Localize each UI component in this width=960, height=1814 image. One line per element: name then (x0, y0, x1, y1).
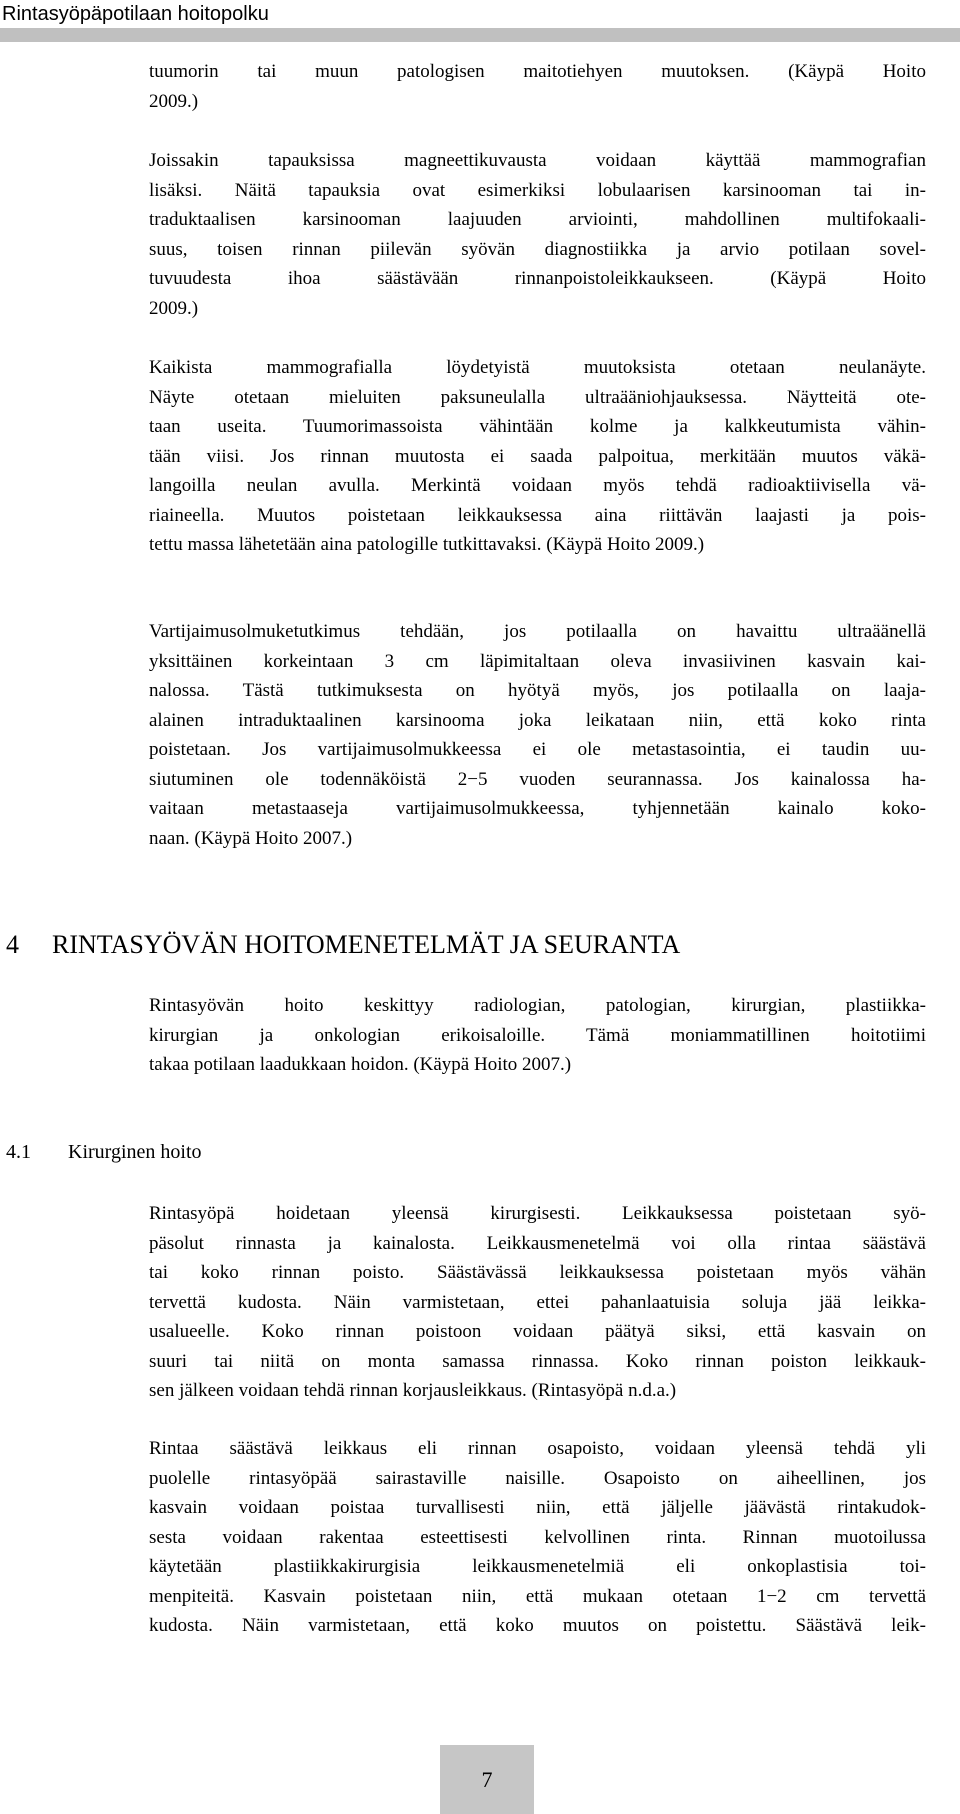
text-line: suus, toisen rinnan piilevän syövän diagnostiikka ja arvio potilaan sovel- (149, 238, 926, 260)
text-line: usalueelle. Koko rinnan poistoon voidaan päätyä siksi, että kasvain on (149, 1321, 926, 1342)
chapter-number: 4 (6, 930, 19, 959)
paragraph (149, 991, 926, 1080)
text-line: Joissakin tapauksissa magneettikuvausta voidaan käyttää mammografian (149, 150, 926, 171)
text-line: kudosta. Näin varmistetaan, että koko muutos on poistettu. Säästävä leik- (149, 1615, 926, 1636)
text-line: nalossa. Tästä tutkimuksesta on hyötyä myös, jos potilaalla on laaja- (149, 680, 926, 701)
text-line: suuri tai niitä on monta samassa rinnassa. Koko rinnan poiston leikkauk- (149, 1350, 926, 1372)
text-line: tuumorin tai muun patologisen maitotiehyen muutoksen. (Käypä Hoito (149, 61, 926, 82)
text-line: taan useita. Tuumorimassoista vähintään kolme ja kalkkeutumista vähin- (149, 416, 926, 437)
text-line: vaitaan metastaaseja vartijaimusolmukkeessa, tyhjennetään kainalo koko- (149, 798, 926, 819)
text-line: 2009.) (149, 90, 199, 112)
text-line: Kaikista mammografialla löydetyistä muutoksista otetaan neulanäyte. (149, 357, 926, 378)
text-line: lisäksi. Näitä tapauksia ovat esimerkiksi lobulaarisen karsinooman tai in- (149, 179, 926, 201)
text-line: takaa potilaan laadukkaan hoidon. (Käypä Hoito 2007.) (149, 1054, 572, 1075)
text-line: kasvain voidaan poistaa turvallisesti niin, että jäljelle jäävästä rintakudok- (149, 1497, 926, 1518)
text-line: poistetaan. Jos vartijaimusolmukkeessa ei ole metastasointia, ei taudin uu- (149, 739, 926, 760)
text-line: tai koko rinnan poisto. Säästävässä leikkauksessa poistetaan myös vähän (149, 1262, 926, 1283)
paragraph (149, 353, 926, 560)
paragraph (149, 146, 926, 323)
header-rule (0, 28, 960, 42)
text-line: puolelle rintasyöpää sairastaville naisille. Osapoisto on aiheellinen, jos (149, 1467, 926, 1489)
text-line: 2009.) (149, 297, 199, 319)
text-line: päsolut rinnasta ja kainalosta. Leikkausmenetelmä voi olla rintaa säästävä (149, 1232, 926, 1254)
paragraph (149, 1434, 926, 1641)
text-line: siutuminen ole todennäköistä 2−5 vuoden seurannassa. Jos kainalossa ha- (149, 768, 926, 790)
page-number-box (440, 1745, 534, 1814)
text-line: tään viisi. Jos rinnan muutosta ei saada palpoitua, merkitään muutos väkä- (149, 445, 926, 467)
chapter-heading (6, 928, 680, 962)
text-line: Rintaa säästävä leikkaus eli rinnan osapoisto, voidaan yleensä tehdä yli (149, 1438, 926, 1459)
text-line: riaineella. Muutos poistetaan leikkauksessa aina riittävän laajasti ja pois- (149, 504, 926, 526)
running-header (0, 0, 960, 30)
text-line: Näyte otetaan mieluiten paksuneulalla ultraääniohjauksessa. Näytteitä ote- (149, 386, 926, 408)
paragraph (149, 1199, 926, 1406)
section-number: 4.1 (6, 1141, 31, 1163)
text-line: yksittäinen korkeintaan 3 cm läpimitaltaan oleva invasiivinen kasvain kai- (149, 650, 926, 672)
text-line: naan. (Käypä Hoito 2007.) (149, 827, 353, 849)
text-line: sesta voidaan rakentaa esteettisesti kelvollinen rinta. Rinnan muotoilussa (149, 1526, 926, 1548)
text-line: tervettä kudosta. Näin varmistetaan, ettei pahanlaatuisia soluja jää leikka- (149, 1291, 926, 1313)
text-line: tuvuudesta ihoa säästävään rinnanpoistoleikkaukseen. (Käypä Hoito (149, 268, 926, 289)
text-line: kirurgian ja onkologian erikoisaloille. Tämä moniammatillinen hoitotiimi (149, 1024, 926, 1046)
text-line: traduktaalisen karsinooman laajuuden arviointi, mahdollinen multifokaali- (149, 209, 926, 230)
section-title: Kirurginen hoito (68, 1141, 202, 1163)
paragraph (149, 617, 926, 853)
text-line: Rintasyövän hoito keskittyy radiologian, patologian, kirurgian, plastiikka- (149, 995, 926, 1016)
chapter-title: RINTASYÖVÄN HOITOMENETELMÄT JA SEURANTA (52, 930, 681, 959)
text-line: sen jälkeen voidaan tehdä rinnan korjausleikkaus. (Rintasyöpä n.d.a.) (149, 1380, 677, 1401)
section-heading (6, 1138, 202, 1166)
text-line: Vartijaimusolmuketutkimus tehdään, jos potilaalla on havaittu ultraäänellä (149, 621, 926, 642)
page-number: 7 (481, 1767, 493, 1792)
paragraph (149, 57, 926, 116)
text-line: Rintasyöpä hoidetaan yleensä kirurgisesti. Leikkauksessa poistetaan syö- (149, 1203, 926, 1224)
text-line: alainen intraduktaalinen karsinooma joka leikataan niin, että koko rinta (149, 709, 926, 731)
text-line: käytetään plastiikkakirurgisia leikkausmenetelmiä eli onkoplastisia toi- (149, 1556, 926, 1577)
text-line: langoilla neulan avulla. Merkintä voidaan myös tehdä radioaktiivisella vä- (149, 475, 926, 496)
document-title: Rintasyöpäpotilaan hoitopolku (2, 3, 269, 25)
text-line: menpiteitä. Kasvain poistetaan niin, että mukaan otetaan 1−2 cm tervettä (149, 1585, 926, 1607)
text-line: tettu massa lähetetään aina patologille tutkittavaksi. (Käypä Hoito 2009.) (149, 534, 705, 555)
